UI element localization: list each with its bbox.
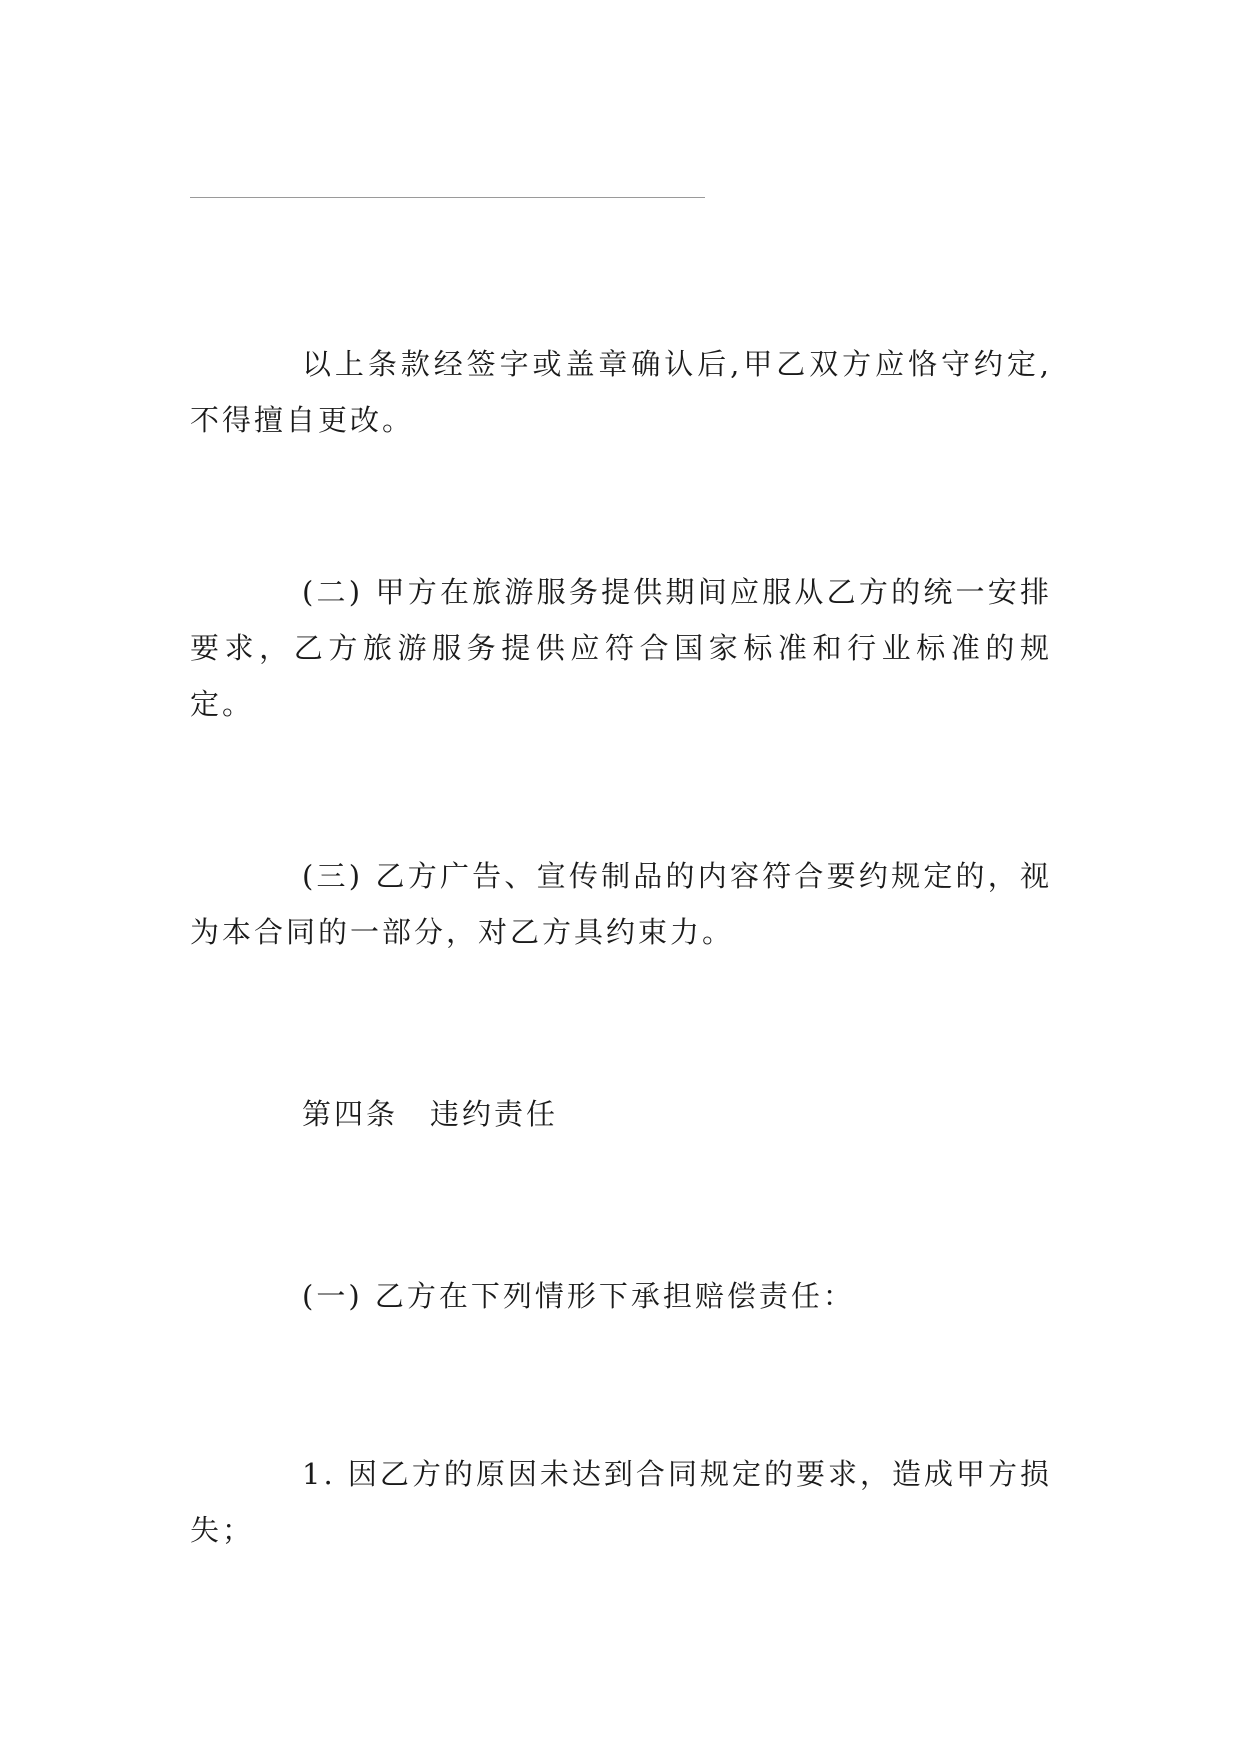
- paragraph-confirmation: 以上条款经签字或盖章确认后,甲乙双方应恪守约定,不得擅自更改。: [190, 347, 1052, 437]
- paragraph-clause-3: (三) 乙方广告、宣传制品的内容符合要约规定的，视为本合同的一部分，对乙方具约束力。: [190, 859, 1052, 949]
- top-divider: [190, 197, 705, 198]
- paragraph-clause-2: (二) 甲方在旅游服务提供期间应服从乙方的统一安排要求，乙方旅游服务提供应符合国家标准和行业标准的规定。: [190, 575, 1052, 721]
- paragraph-liability-item-1: 1. 因乙方的原因未达到合同规定的要求，造成甲方损失；: [190, 1457, 1052, 1547]
- article-heading: 第四条 违约责任: [302, 1097, 559, 1131]
- paragraph-liability-clause-1: (一) 乙方在下列情形下承担赔偿责任：: [302, 1279, 855, 1313]
